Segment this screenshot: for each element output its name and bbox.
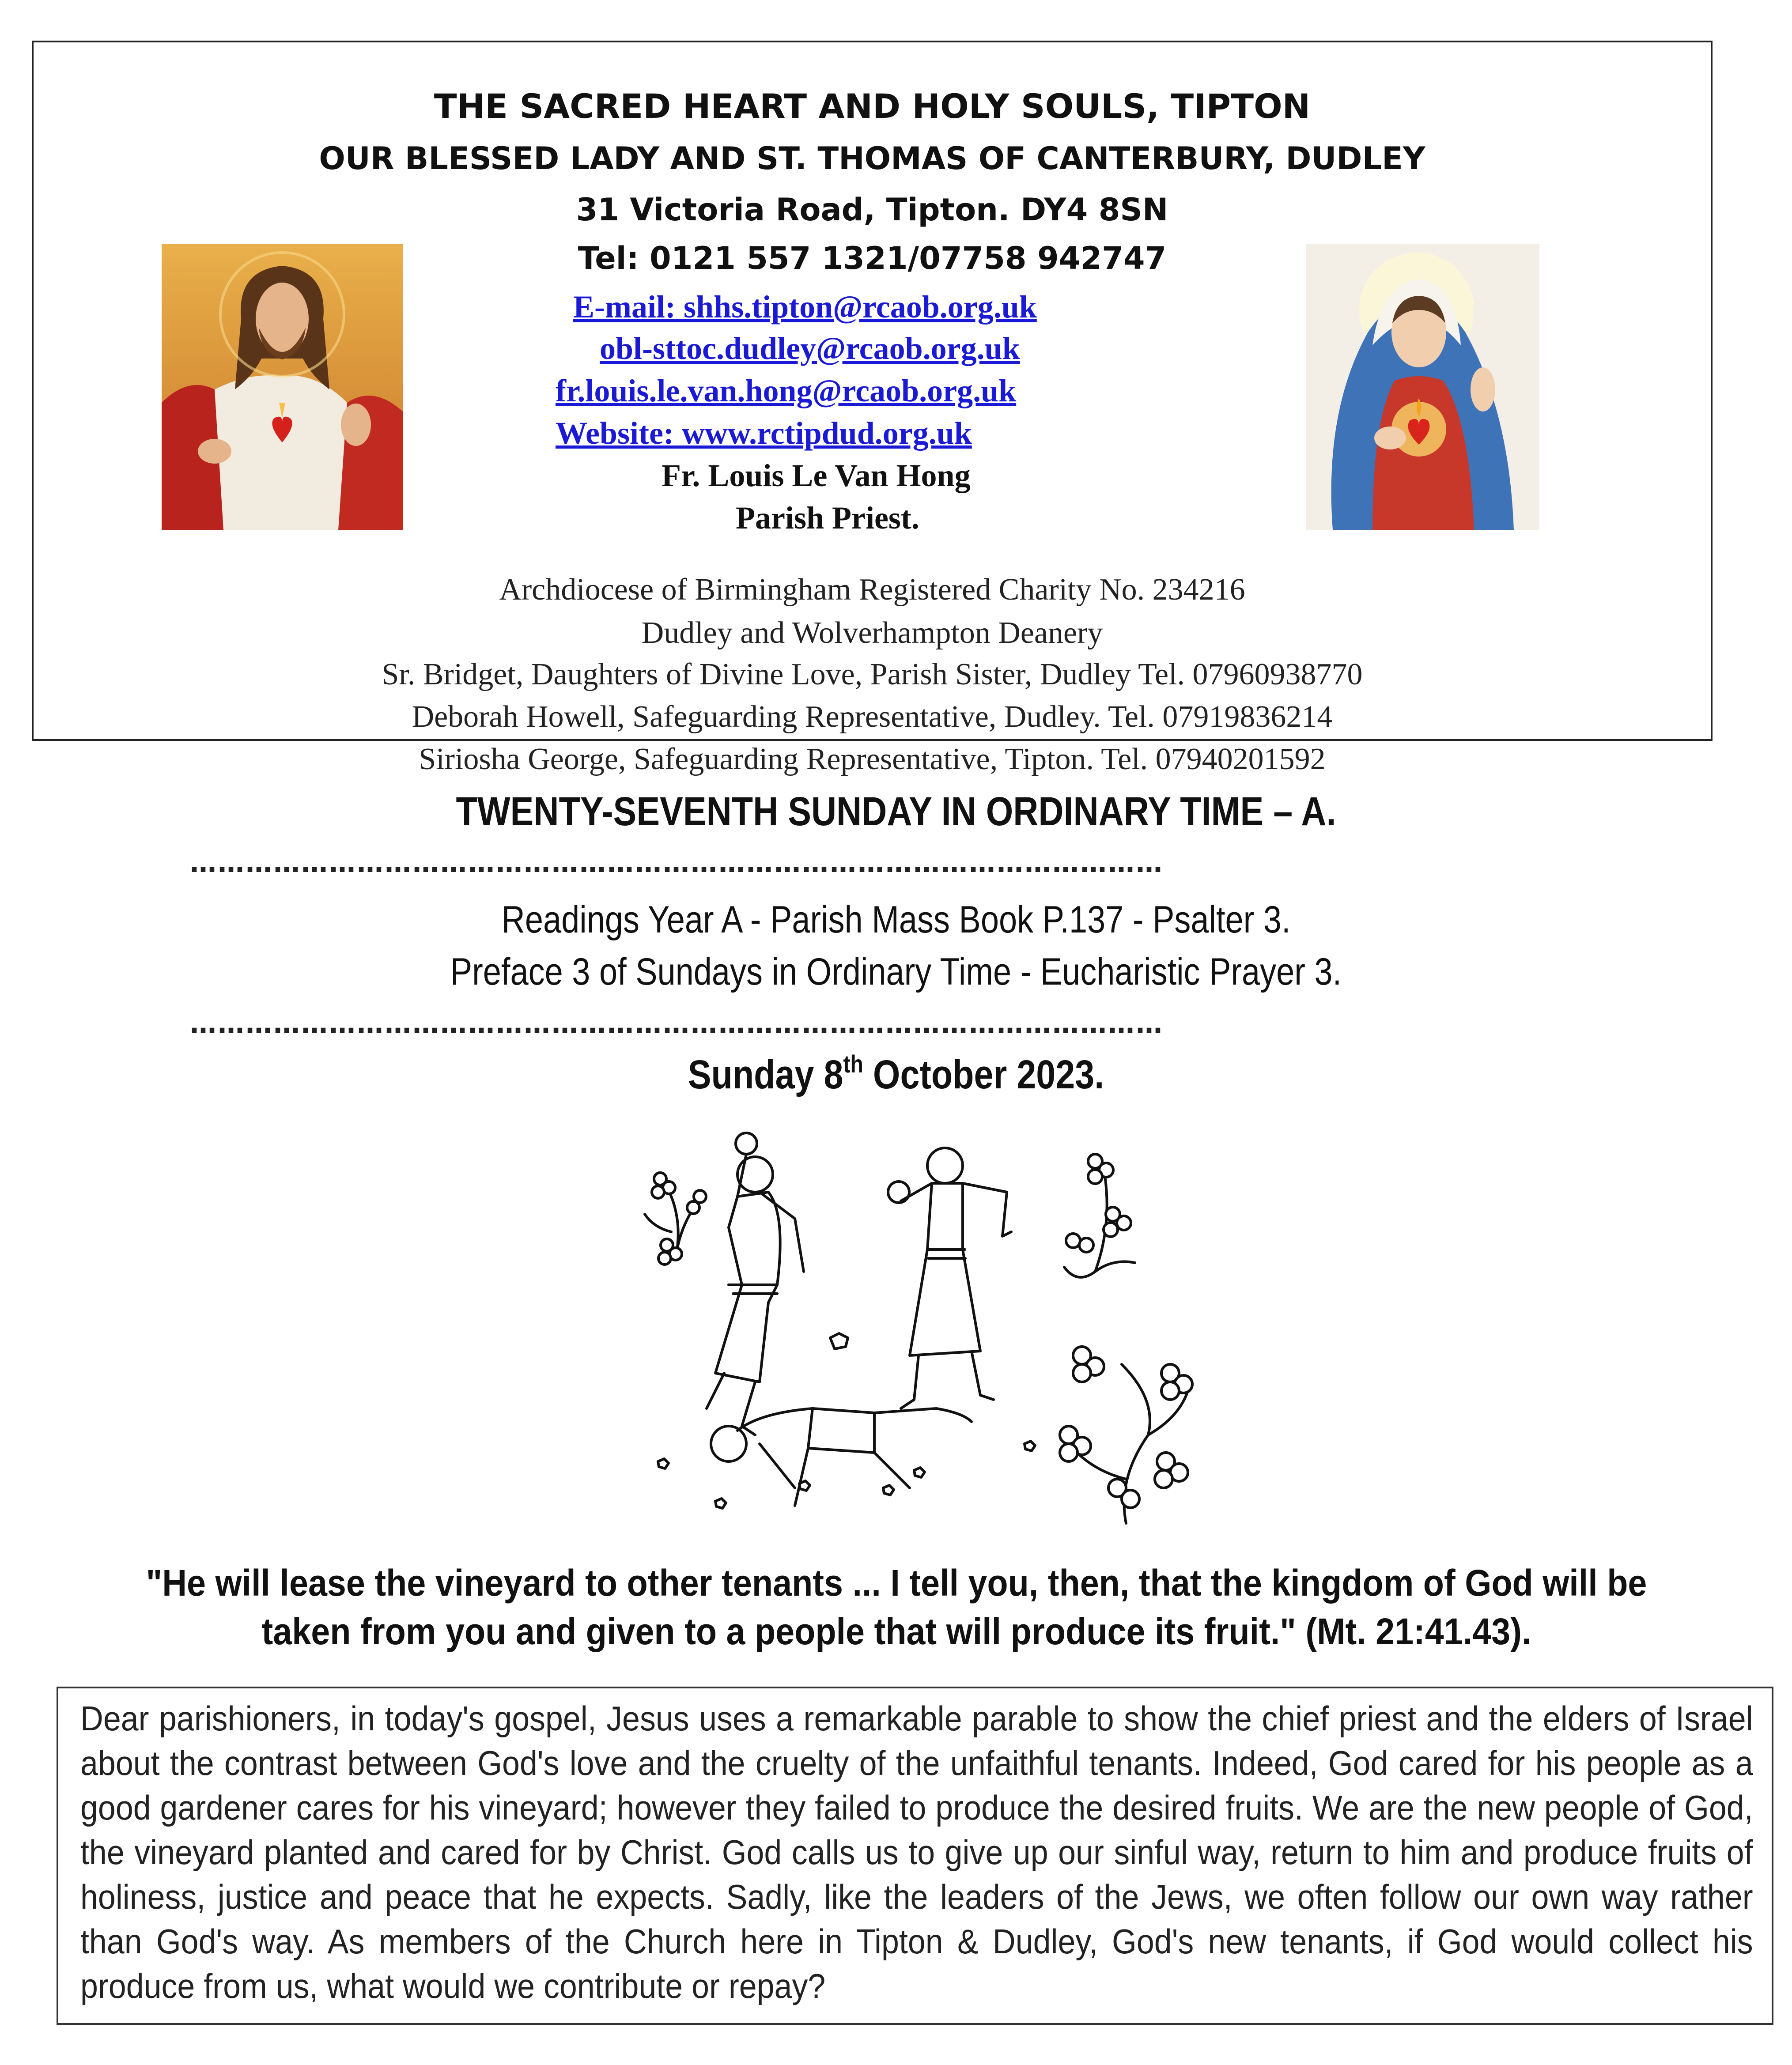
deanery: Dudley and Wolverhampton Deanery xyxy=(641,616,1103,650)
readings-info: Readings Year A - Parish Mass Book P.137 - Psalter 3. xyxy=(501,898,1291,941)
priest-name: Fr. Louis Le Van Hong xyxy=(662,458,971,493)
date-prefix: Sunday 8 xyxy=(688,1052,843,1097)
liturgy-title: TWENTY-SEVENTH SUNDAY IN ORDINARY TIME – A. xyxy=(456,789,1336,834)
immaculate-heart-mary-image xyxy=(1306,244,1539,530)
parish-sister-contact: Sr. Bridget, Daughters of Divine Love, Parish Sister, Dudley Tel. 07960938770 xyxy=(382,657,1363,691)
email-link-tipton[interactable]: E-mail: shhs.tipton@rcaob.org.uk xyxy=(573,289,1037,325)
preface-info: Preface 3 of Sundays in Ordinary Time - Eucharistic Prayer 3. xyxy=(450,951,1342,993)
date-suffix: October 2023. xyxy=(863,1052,1104,1097)
safeguarding-contact-dudley: Deborah Howell, Safeguarding Representative, Dudley. Tel. 07919836214 xyxy=(412,700,1333,734)
pastoral-message-text: Dear parishioners, in today's gospel, Jesus uses a remarkable parable to show the chief priest and the elders of Israel about the contrast between God's love and the cruelty of the unfaithful tenants. Indeed, God cared for his people as a good gardener cares for his vineyard; however they failed to produce the desired fruits. We are the new people of God, the vineyard planted and cared for by Christ. God calls us to give up our sinful way, return to him and produce fruits of holiness, justice and peace that he expects. Sadly, like the leaders of the Jews, we often follow our own way rather than God's way. As members of the Church here in Tipton & Dudley, God's new tenants, if God would collect his produce from us, what would we contribute or repay? xyxy=(80,1699,1753,2005)
date-ordinal-suffix: th xyxy=(843,1050,863,1078)
gospel-quote: "He will lease the vineyard to other tenants ... I tell you, then, that the kingdom of God will be taken from you and given to a people that will produce its fruit." (Mt. 21:41.43). xyxy=(146,1562,1647,1652)
email-link-dudley[interactable]: obl-sttoc.dudley@rcaob.org.uk xyxy=(600,331,1020,366)
parish-name-dudley: OUR BLESSED LADY AND ST. THOMAS OF CANTERBURY, DUDLEY xyxy=(319,140,1425,177)
vineyard-parable-illustration xyxy=(627,1126,1210,1532)
pastoral-message-box xyxy=(57,1687,1773,2025)
safeguarding-contact-tipton: Siriosha George, Safeguarding Representative, Tipton. Tel. 07940201592 xyxy=(419,742,1326,776)
parish-telephone: Tel: 0121 557 1321/07758 942747 xyxy=(578,240,1167,276)
dotted-divider: …………………………………………………………………………………………… xyxy=(190,1008,1164,1039)
parish-address: 31 Victoria Road, Tipton. DY4 8SN xyxy=(576,192,1168,228)
website-link[interactable]: Website: www.rctipdud.org.uk xyxy=(556,415,972,451)
parish-name-tipton: THE SACRED HEART AND HOLY SOULS, TIPTON xyxy=(434,87,1311,126)
priest-title: Parish Priest. xyxy=(736,500,919,536)
email-link-priest[interactable]: fr.louis.le.van.hong@rcaob.org.uk xyxy=(556,373,1017,408)
sunday-date xyxy=(125,1052,1667,1098)
charity-number: Archdiocese of Birmingham Registered Charity No. 234216 xyxy=(499,573,1245,607)
dotted-divider: …………………………………………………………………………………………… xyxy=(190,848,1164,879)
sacred-heart-jesus-image xyxy=(162,244,403,530)
